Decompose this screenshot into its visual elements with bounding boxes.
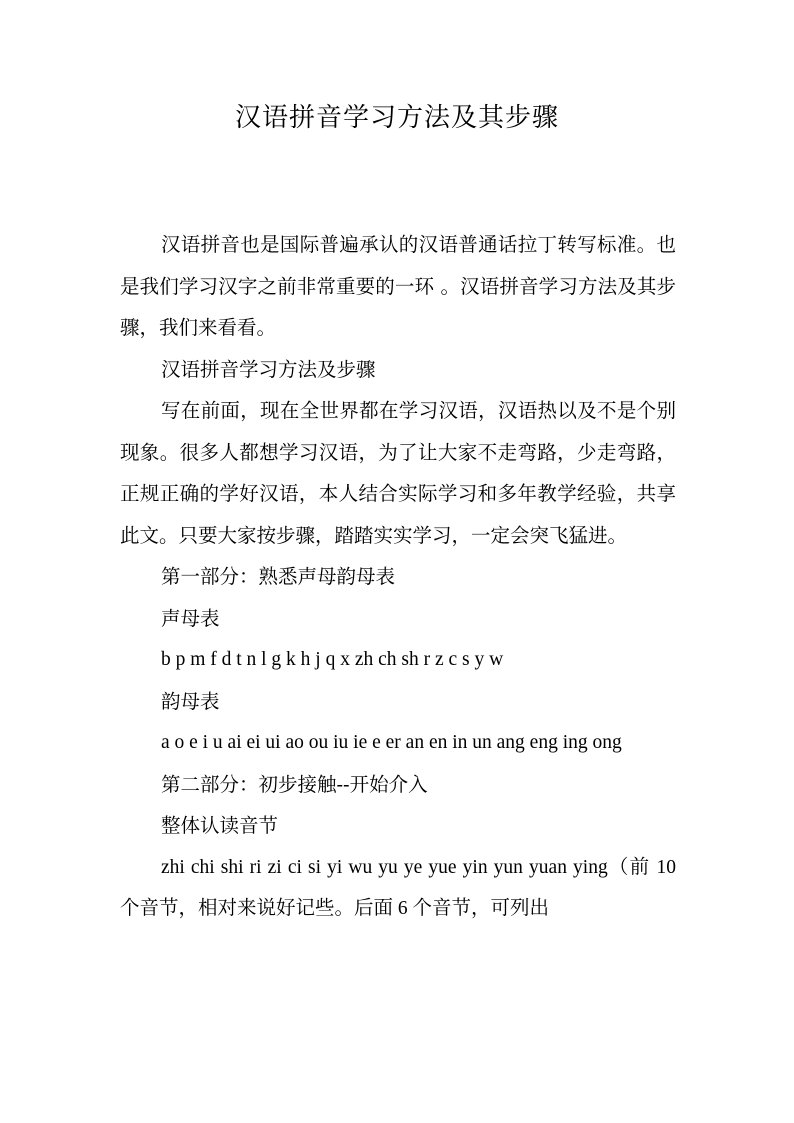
document-title: 汉语拼音学习方法及其步骤 (234, 103, 559, 133)
initials-table-heading: 声母表 (160, 606, 220, 630)
finals-table-heading: 韵母表 (160, 689, 220, 713)
section-heading-part-two: 第二部分：初步接触--开始介入 (160, 772, 428, 796)
paragraph-subheading: 汉语拼音学习方法及步骤 (160, 357, 376, 381)
document-body (120, 224, 676, 930)
initials-list: b p m f d t n l g k h j q x zh ch sh r z c s y w (160, 649, 504, 670)
whole-syllables-heading: 整体认读音节 (160, 814, 278, 837)
whole-syllables-paragraph: zhi chi shi ri zi ci si yi wu yu ye yue yin yun yuan ying（前 10 个音节，相对来说好记些。后面 6 个音节，可列出 (120, 856, 676, 919)
paragraph-intro: 汉语拼音也是国际普遍承认的汉语普通话拉丁转写标准。也是我们学习汉字之前非常重要的一环 。汉语拼音学习方法及其步骤，我们来看看。 (120, 233, 676, 339)
section-heading-part-one: 第一部分：熟悉声母韵母表 (160, 565, 395, 588)
paragraph-preface: 写在前面，现在全世界都在学习汉语，汉语热以及不是个别现象。很多人都想学习汉语，为了让大家不走弯路，少走弯路，正规正确的学好汉语，本人结合实际学习和多年教学经验，共享此文。只要大家按步骤，踏踏实实学习，一定会突飞猛进。 (120, 399, 676, 547)
finals-list: a o e i u ai ei ui ao ou iu ie e er an en in un ang eng ing ong (160, 732, 622, 753)
